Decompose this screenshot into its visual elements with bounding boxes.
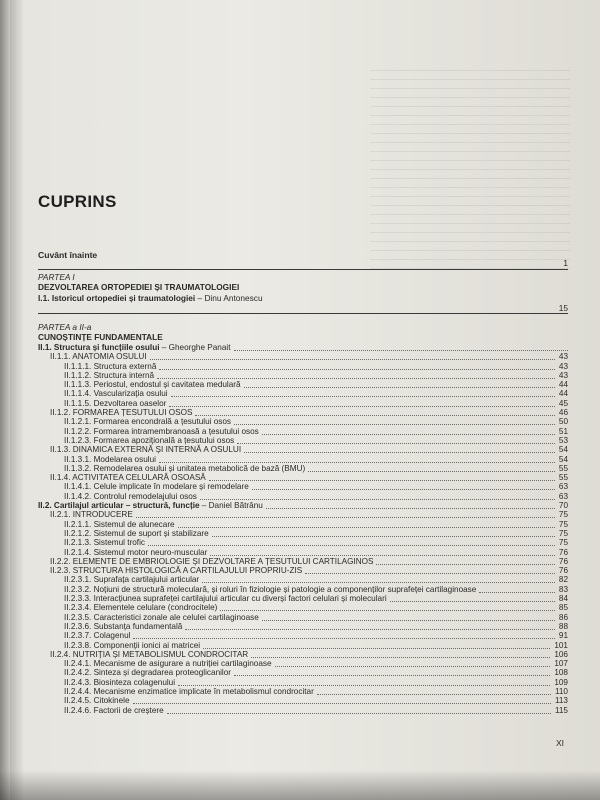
page-number: XI <box>555 738 564 748</box>
toc-entry-title: II.1.3.2. Remodelarea osului și unitatea metabolică de bază (BMU) <box>64 463 306 473</box>
foreword-page: 1 <box>563 258 568 268</box>
toc-entry-title: II.1.1.2. Structura internă <box>64 370 155 380</box>
toc-entry-page: 45 <box>558 398 568 408</box>
toc-entry <box>38 399 568 408</box>
toc-entry <box>38 436 568 445</box>
toc-entry-title: II.2.4.6. Factorii de creștere <box>64 705 164 715</box>
dot-leader <box>305 573 555 574</box>
toc-entry <box>38 510 568 519</box>
toc-entry-title: II.2.1.3. Sistemul trofic <box>64 538 145 548</box>
dot-leader <box>202 582 555 583</box>
toc-entry <box>38 427 568 436</box>
dot-leader <box>133 703 551 704</box>
dot-leader <box>210 555 555 556</box>
dot-leader <box>252 489 555 490</box>
toc-entry-title: II.2.3.3. Interacțiunea suprafeței cartilajului articular cu diverși factori celulari și moleculari <box>64 594 387 604</box>
toc-entry <box>38 631 568 640</box>
toc-entry-page: 70 <box>558 501 568 511</box>
toc-entry-title: II.2.2. ELEMENTE DE EMBRIOLOGIE ȘI DEZVOLTARE A ȚESUTULUI CARTILAGINOS <box>50 556 374 566</box>
toc-entry-page: 54 <box>558 454 568 464</box>
toc-entry <box>38 352 568 361</box>
toc-entry <box>38 566 568 575</box>
toc-entry-page: 54 <box>558 445 568 455</box>
toc-entry-page: 101 <box>554 640 568 650</box>
toc-entry-title: II.2.4.1. Mecanisme de asigurare a nutriției cartilaginoase <box>64 659 272 669</box>
toc-entry <box>38 501 568 510</box>
toc-entry-title: II.1.3.1. Modelarea osului <box>64 454 156 464</box>
toc-foreword <box>38 250 568 268</box>
toc-entry-title: II.1.1. ANATOMIA OSULUI <box>50 352 147 362</box>
toc-entry <box>38 529 568 538</box>
toc-entry-title: II.2.3. STRUCTURA HISTOLOGICĂ A CARTILAJULUI PROPRIU-ZIS <box>50 566 303 576</box>
dot-leader <box>133 638 555 639</box>
dot-leader <box>150 359 555 360</box>
toc-entry-page: 109 <box>554 677 568 687</box>
toc-entry-page: 113 <box>554 696 568 706</box>
toc-entry-page: 46 <box>558 408 568 418</box>
toc-entry-title: II.2.3.7. Colagenul <box>64 631 131 641</box>
toc-entry-page: 51 <box>558 426 568 436</box>
dot-leader <box>262 620 555 621</box>
dot-leader <box>178 527 555 528</box>
toc-entry <box>38 492 568 501</box>
divider <box>38 313 568 314</box>
toc-entry-title: II.2.3.2. Noțiuni de structură moleculară, și roluri în fiziologie și patologie a componenților suprafeței cartilaginoase <box>64 584 477 594</box>
toc-entry-page: 43 <box>558 352 568 362</box>
toc-entry-page: 85 <box>558 603 568 613</box>
part-1-title: DEZVOLTAREA ORTOPEDIEI ȘI TRAUMATOLOGIEI <box>38 282 240 292</box>
dot-leader <box>200 499 555 500</box>
dot-leader <box>275 666 550 667</box>
toc-entry-title: II.1.1.4. Vascularizația osului <box>64 389 168 399</box>
toc-entry-title: II.1.1.1. Structura externă <box>64 361 157 371</box>
toc-entry <box>38 520 568 529</box>
toc-entry-title: II.2.1.4. Sistemul motor neuro-muscular <box>64 547 208 557</box>
toc-entry-title: II.2.4.3. Biosinteza colagenului <box>64 677 176 687</box>
toc-entry-author: – Gheorghe Panait <box>159 343 231 352</box>
dot-leader <box>244 452 555 453</box>
dot-leader <box>185 629 555 630</box>
toc-entry-title: II.2.4.2. Sinteza și degradarea proteoglicanilor <box>64 668 232 678</box>
toc-entry-page: 82 <box>558 575 568 585</box>
toc-entry-page: 110 <box>554 686 568 696</box>
toc-entry-page: 84 <box>558 594 568 604</box>
toc-entry <box>38 548 568 557</box>
toc-entry <box>38 538 568 547</box>
toc-entry-title: II.2.1. INTRODUCERE <box>50 510 133 520</box>
dot-leader <box>157 378 555 379</box>
dot-leader <box>203 648 550 649</box>
book-binding <box>0 0 10 800</box>
part-1 <box>38 272 568 313</box>
toc-entry-title: II.2.4.5. Citokinele <box>64 696 130 706</box>
toc-entry <box>38 585 568 594</box>
dot-leader <box>159 369 555 370</box>
toc-entry-page: 75 <box>558 510 568 520</box>
toc-entry-title: II.1.1.5. Dezvoltarea oaselor <box>64 398 167 408</box>
toc-entry-page: 86 <box>558 612 568 622</box>
toc-entry <box>38 473 568 482</box>
toc-entry <box>38 696 568 705</box>
toc-entry <box>38 464 568 473</box>
dot-leader <box>171 396 555 397</box>
part-2 <box>38 322 568 342</box>
foreword-label: Cuvânt înainte <box>38 250 98 260</box>
toc-entry <box>38 362 568 371</box>
toc-entry-page: 83 <box>558 584 568 594</box>
dot-leader <box>159 462 555 463</box>
toc-entry-title: II.1. Structura și funcțiile osului – Gheorghe Panait <box>38 343 231 352</box>
part-2-label: PARTEA a II-a <box>38 322 92 332</box>
toc-entry-page: 75 <box>558 528 568 538</box>
toc-entry-title: II.1.2.1. Formarea encondrală a țesutului osos <box>64 417 232 427</box>
dot-leader <box>195 415 555 416</box>
toc-entry <box>38 455 568 464</box>
toc-entry <box>38 706 568 715</box>
toc-entry-title: II.1.1.3. Periostul, endostul și cavitatea medulară <box>64 380 241 390</box>
toc-entry-title: II.2.3.1. Suprafața cartilajului articular <box>64 575 200 585</box>
toc-entry <box>38 613 568 622</box>
page-title: CUPRINS <box>38 192 117 211</box>
part-1-label: PARTEA I <box>38 272 75 282</box>
dot-leader <box>178 685 550 686</box>
toc-entry-page: 76 <box>558 556 568 566</box>
dot-leader <box>169 406 555 407</box>
toc-entry <box>38 575 568 584</box>
toc-entry-page: 43 <box>558 370 568 380</box>
dot-leader <box>212 536 555 537</box>
part-2-title: CUNOȘTINȚE FUNDAMENTALE <box>38 332 163 342</box>
dot-leader <box>234 350 568 351</box>
toc-entry <box>38 371 568 380</box>
toc-entry-page: 88 <box>558 621 568 631</box>
toc-entry-title: II.2.4.4. Mecanisme enzimatice implicate în metabolismul condrocitar <box>64 686 314 696</box>
table-of-contents <box>38 343 568 715</box>
dot-leader <box>251 657 550 658</box>
toc-entry-page: 75 <box>558 538 568 548</box>
toc-entry-title: II.1.4.2. Controlul remodelajului osos <box>64 491 197 501</box>
toc-entry-title: II.1.2. FORMAREA ȚESUTULUI OSOS <box>50 408 193 418</box>
toc-entry <box>38 482 568 491</box>
toc-entry <box>38 380 568 389</box>
dot-leader <box>376 564 555 565</box>
toc-entry <box>38 659 568 668</box>
toc-entry-title: II.2.3.6. Substanța fundamentală <box>64 621 183 631</box>
dot-leader <box>234 424 555 425</box>
dot-leader <box>148 545 555 546</box>
toc-entry <box>38 668 568 677</box>
toc-entry-page: 76 <box>558 566 568 576</box>
toc-entry <box>38 650 568 659</box>
toc-entry-title: II.2.3.4. Elementele celulare (condrocitele) <box>64 603 218 613</box>
toc-entry-page: 75 <box>558 519 568 529</box>
part-1-entry-author: – Dinu Antonescu <box>195 293 263 303</box>
toc-entry-page: 91 <box>558 631 568 641</box>
toc-entry-page: 108 <box>554 668 568 678</box>
dot-leader <box>262 434 555 435</box>
toc-entry <box>38 678 568 687</box>
toc-entry <box>38 408 568 417</box>
toc-entry-page: 106 <box>554 649 568 659</box>
dot-leader <box>136 517 555 518</box>
toc-entry-page: 55 <box>558 463 568 473</box>
dot-leader <box>266 508 555 509</box>
toc-entry-page: 107 <box>554 659 568 669</box>
toc-entry-title: II.2. Cartilajul articular – structură, funcție – Daniel Bătrânu <box>38 501 263 511</box>
dot-leader <box>308 471 555 472</box>
toc-entry <box>38 594 568 603</box>
toc-entry-title: II.2.4. NUTRIȚIA ȘI METABOLISMUL CONDROCITAR <box>50 649 249 659</box>
toc-entry <box>38 641 568 650</box>
dot-leader <box>317 694 551 695</box>
toc-entry-title: II.2.1.1. Sistemul de alunecare <box>64 519 175 529</box>
toc-entry-page: 63 <box>558 491 568 501</box>
dot-leader <box>237 443 555 444</box>
dot-leader <box>390 601 555 602</box>
toc-entry-title: II.2.3.5. Caracteristici zonale ale celulei cartilaginoase <box>64 612 259 622</box>
toc-entry-page: 50 <box>558 417 568 427</box>
toc-entry <box>38 557 568 566</box>
toc-entry-title: II.1.2.2. Formarea intramembranoasă a țesutului osos <box>64 426 259 436</box>
toc-entry-page: 53 <box>558 435 568 445</box>
toc-entry <box>38 343 568 352</box>
toc-entry-page: 44 <box>558 389 568 399</box>
toc-entry <box>38 687 568 696</box>
toc-entry-author: – Daniel Bătrânu <box>199 501 263 511</box>
toc-entry-title: II.2.1.2. Sistemul de suport și stabilizare <box>64 528 209 538</box>
toc-entry <box>38 389 568 398</box>
part-1-entry-title: I.1. Istoricul ortopediei și traumatologiei <box>38 293 196 303</box>
toc-entry-page: 44 <box>558 380 568 390</box>
toc-entry-title: II.1.4.1. Celule implicate în modelare și remodelare <box>64 482 249 492</box>
toc-entry-page: 43 <box>558 361 568 371</box>
dot-leader <box>479 592 555 593</box>
toc-entry <box>38 417 568 426</box>
toc-entry-title: II.1.4. ACTIVITATEA CELULARĂ OSOASĂ <box>50 473 206 483</box>
toc-entry-title: II.1.3. DINAMICA EXTERNĂ ȘI INTERNĂ A OSULUI <box>50 445 242 455</box>
divider <box>38 269 568 270</box>
toc-entry-title: II.2.3.8. Componenții ionici ai matricei <box>64 640 201 650</box>
dot-leader <box>244 387 555 388</box>
part-1-entry-page: 15 <box>558 303 568 313</box>
dot-leader <box>220 610 555 611</box>
dot-leader <box>167 713 551 714</box>
toc-entry-page: 55 <box>558 473 568 483</box>
photo-shadow <box>0 770 600 800</box>
toc-entry <box>38 445 568 454</box>
dot-leader <box>234 675 550 676</box>
bleed-through-text <box>370 70 570 270</box>
toc-entry-page: 76 <box>558 547 568 557</box>
toc-entry-page: 63 <box>558 482 568 492</box>
toc-entry-page: 115 <box>554 705 568 715</box>
toc-entry <box>38 603 568 612</box>
toc-entry <box>38 622 568 631</box>
toc-entry-title: II.1.2.3. Formarea apozițională a țesutului osos <box>64 435 235 445</box>
dot-leader <box>209 480 555 481</box>
